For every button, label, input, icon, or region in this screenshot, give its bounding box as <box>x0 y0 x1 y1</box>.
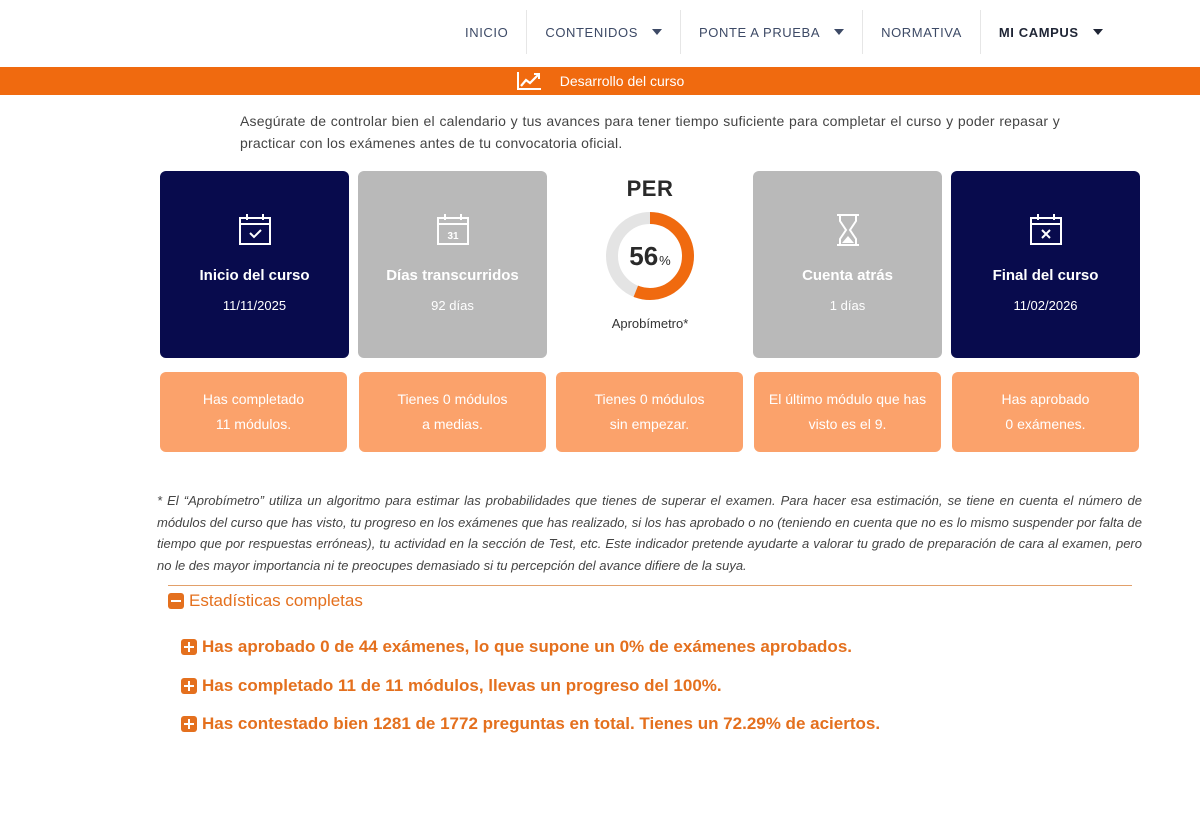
stat-text: Has completado 11 de 11 módulos, llevas un progreso del 100%. <box>202 676 722 695</box>
nav-item-inicio[interactable] <box>447 10 527 54</box>
collapse-icon <box>168 593 184 609</box>
calendar-day-number: 31 <box>446 231 459 242</box>
calendar-x-icon <box>1029 213 1063 247</box>
per-title: PER <box>626 176 674 201</box>
card-title: Cuenta atrás <box>802 267 893 284</box>
days-elapsed-card <box>358 171 547 358</box>
card-value: 11/02/2026 <box>1013 298 1078 313</box>
status-box-half-modules: Tienes 0 módulos a medias. <box>359 372 546 452</box>
card-title: Días transcurridos <box>386 267 519 284</box>
chevron-down-icon <box>1093 29 1103 35</box>
stats-toggle[interactable] <box>168 591 363 611</box>
calendar-check-icon <box>238 213 272 247</box>
section-title-bar <box>0 67 1200 95</box>
aprobimetro-note: * El “Aprobímetro” utiliza un algoritmo para estimar las probabilidades que tienes de superar el examen. Para hacer esa estimación, se tiene en cuenta el número de módulos del curso que has visto, tu progreso en los exámenes que has realizado, si los has aprobado o no (teniendo en cuenta que no es lo mismo suspender por falta de tiempo que por respuestas erróneas), tu actividad en la sección de Test, etc. Este indicador pretende ayudarte a valorar tu grado de preparación de cara al examen, pero no le des mayor importancia ni te preocupes demasiado si tu percepción del avance difiere de la suya. <box>157 493 1142 573</box>
divider <box>168 585 1132 586</box>
course-end-card <box>951 171 1140 358</box>
card-title: Inicio del curso <box>199 267 310 284</box>
stat-questions-correct[interactable] <box>181 714 880 734</box>
nav-item-label: MI CAMPUS <box>998 24 1079 40</box>
per-indicator <box>557 176 743 356</box>
card-value: 1 días <box>829 298 866 313</box>
expand-icon <box>181 678 197 694</box>
card-value: 92 días <box>431 298 474 313</box>
nav-menu <box>447 10 1121 54</box>
chevron-down-icon <box>652 29 662 35</box>
nav-item-ponte-a-prueba[interactable] <box>681 10 863 54</box>
expand-icon <box>181 639 197 655</box>
per-caption: Aprobímetro* <box>611 316 689 331</box>
nav-item-mi-campus[interactable] <box>981 10 1121 54</box>
status-box-unstarted-modules: Tienes 0 módulos sin empezar. <box>556 372 743 452</box>
section-title: Desarrollo del curso <box>559 73 685 89</box>
nav-item-label: NORMATIVA <box>881 24 962 40</box>
course-start-card <box>160 171 349 358</box>
stat-text: Has contestado bien 1281 de 1772 preguntas en total. Tienes un 72.29% de aciertos. <box>202 714 881 733</box>
per-unit: % <box>659 252 671 268</box>
chevron-down-icon <box>834 29 844 35</box>
calendar-31-icon <box>436 213 470 247</box>
status-box-passed-exams: Has aprobado 0 exámenes. <box>952 372 1139 452</box>
status-box-last-module: El último módulo que has visto es el 9. <box>754 372 941 452</box>
status-box-completed-modules: Has completado 11 módulos. <box>160 372 347 452</box>
countdown-card <box>753 171 942 358</box>
nav-item-label: INICIO <box>465 24 509 40</box>
card-value: 11/11/2025 <box>222 298 287 313</box>
nav-item-label: CONTENIDOS <box>545 24 638 40</box>
nav-item-contenidos[interactable] <box>527 10 681 54</box>
hourglass-icon <box>831 213 865 247</box>
expand-icon <box>181 716 197 732</box>
per-value: 56 <box>629 240 659 271</box>
trend-chart-icon <box>516 71 542 91</box>
stat-modules-completed[interactable] <box>181 676 722 696</box>
intro-text: Asegúrate de controlar bien el calendario y tus avances para tener tiempo suficiente para completar el curso y poder repasar y practicar con los exámenes antes de tu convocatoria oficial. <box>240 113 1060 151</box>
stats-header-label: Estadísticas completas <box>189 591 363 610</box>
stat-exams-passed[interactable] <box>181 637 852 657</box>
nav-item-label: PONTE A PRUEBA <box>699 24 821 40</box>
donut-label <box>604 210 696 302</box>
per-donut-chart <box>604 210 696 302</box>
top-navigation <box>0 0 1200 64</box>
card-title: Final del curso <box>992 267 1099 284</box>
stat-text: Has aprobado 0 de 44 exámenes, lo que supone un 0% de exámenes aprobados. <box>202 637 852 656</box>
nav-item-normativa[interactable] <box>863 10 981 54</box>
